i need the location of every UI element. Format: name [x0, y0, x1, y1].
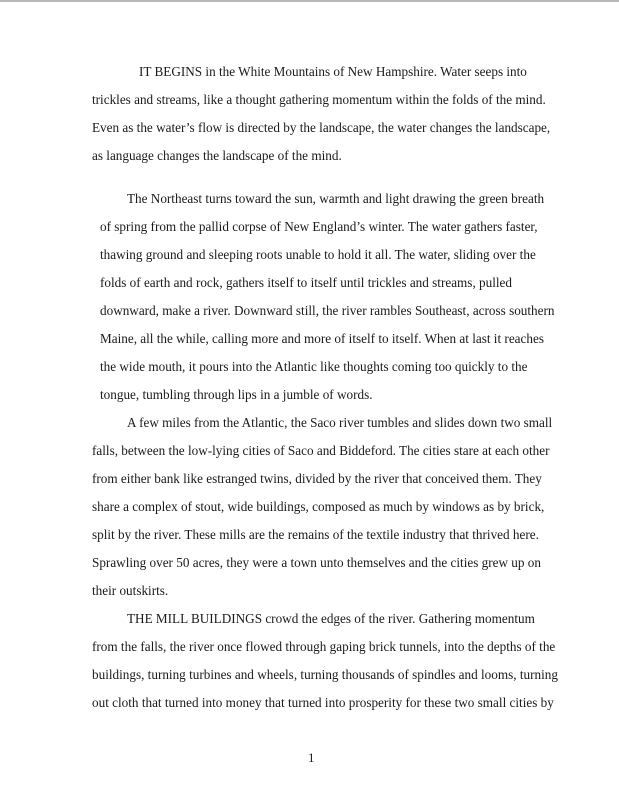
text-line: Sprawling over 50 acres, they were a town unto themselves and the cities grew up on [92, 555, 541, 570]
text-line: tongue, tumbling through lips in a jumble of words. [100, 387, 373, 402]
text-line: Maine, all the while, calling more and more of itself to itself. When at last it reaches [100, 331, 544, 346]
text-line: downward, make a river. Downward still, the river rambles Southeast, across southern [100, 303, 555, 318]
text-line: the wide mouth, it pours into the Atlantic like thoughts coming too quickly to the [100, 359, 528, 374]
text-line: from the falls, the river once flowed through gaping brick tunnels, into the depths of the [92, 639, 556, 654]
text-line: split by the river. These mills are the remains of the textile industry that thrived here. [92, 527, 539, 542]
text-line: thawing ground and sleeping roots unable to hold it all. The water, sliding over the [100, 247, 536, 262]
text-line: buildings, turning turbines and wheels, turning thousands of spindles and looms, turning [92, 667, 558, 682]
text-line: from either bank like estranged twins, divided by the river that conceived them. They [92, 471, 542, 486]
text-line: of spring from the pallid corpse of New England’s winter. The water gathers faster, [100, 219, 538, 234]
text-line: Even as the water’s flow is directed by the landscape, the water changes the landscape, [92, 120, 551, 135]
text-line: IT BEGINS in the White Mountains of New Hampshire. Water seeps into [139, 64, 527, 79]
scan-top-edge [0, 0, 619, 2]
text-line: folds of earth and rock, gathers itself to itself until trickles and streams, pulled [100, 275, 512, 290]
text-line: A few miles from the Atlantic, the Saco river tumbles and slides down two small [127, 415, 553, 430]
text-line: share a complex of stout, wide buildings, composed as much by windows as by brick, [92, 499, 545, 514]
text-line: falls, between the low-lying cities of Saco and Biddeford. The cities stare at each other [92, 443, 550, 458]
text-line: as language changes the landscape of the mind. [92, 148, 342, 163]
text-line: their outskirts. [92, 583, 169, 598]
page-number: 1 [308, 750, 315, 765]
text-line: The Northeast turns toward the sun, warmth and light drawing the green breath [127, 191, 545, 206]
text-line: THE MILL BUILDINGS crowd the edges of the river. Gathering momentum [127, 611, 535, 626]
text-line: trickles and streams, like a thought gathering momentum within the folds of the mind. [92, 92, 546, 107]
text-line: out cloth that turned into money that turned into prosperity for these two small cities by [92, 695, 554, 710]
